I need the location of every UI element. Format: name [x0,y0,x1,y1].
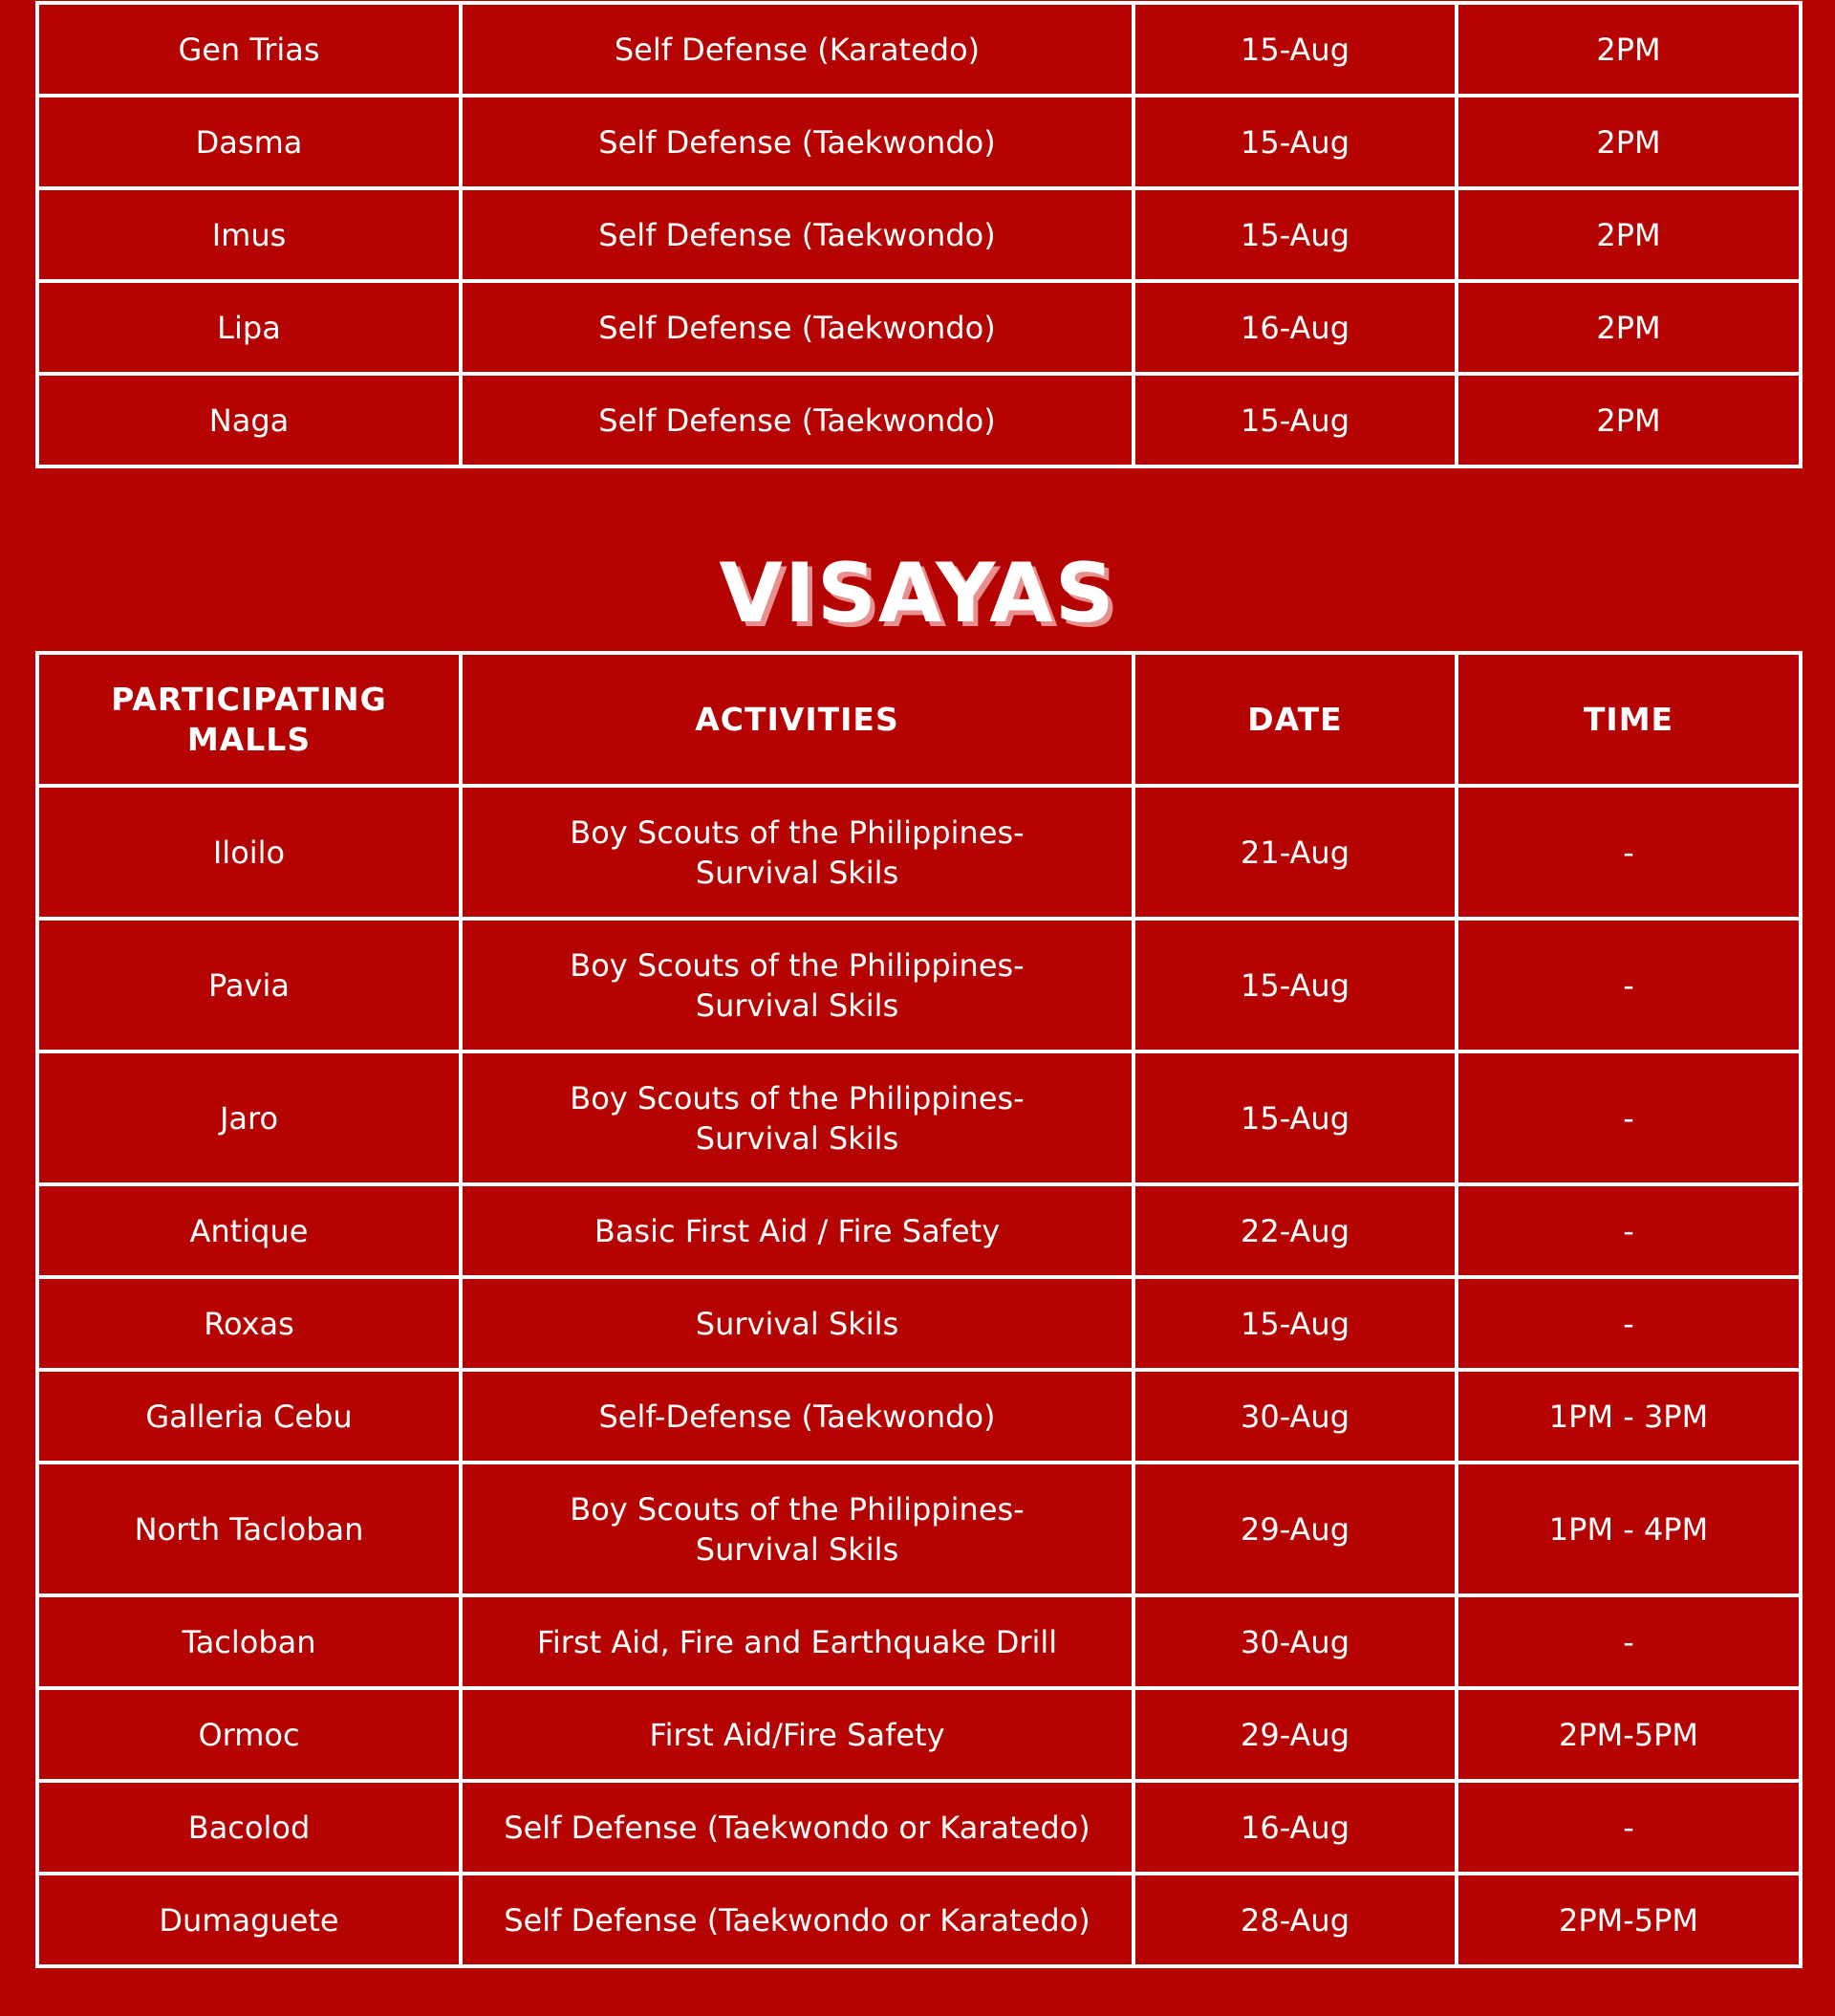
activity-cell: Basic First Aid / Fire Safety [461,1184,1133,1277]
date-cell: 15-Aug [1133,374,1457,466]
mall-cell: Galleria Cebu [37,1370,461,1463]
activity-cell: Self Defense (Taekwondo or Karatedo) [461,1781,1133,1874]
date-cell: 21-Aug [1133,786,1457,919]
table-row [37,1184,1801,1277]
mall-cell: Jaro [37,1051,461,1184]
time-cell: 2PM [1457,3,1801,96]
visayas-table-body [37,786,1801,1966]
column-header-activities: ACTIVITIES [461,653,1133,786]
time-cell: - [1457,1595,1801,1688]
time-cell: - [1457,1184,1801,1277]
table-row [37,1688,1801,1781]
date-cell: 29-Aug [1133,1688,1457,1781]
luzon-schedule-body [37,3,1801,466]
date-cell: 16-Aug [1133,1781,1457,1874]
time-cell: 1PM - 3PM [1457,1370,1801,1463]
table-row [37,1595,1801,1688]
mall-cell: Tacloban [37,1595,461,1688]
activity-cell: Self Defense (Karatedo) [461,3,1133,96]
visayas-table-header [37,653,1801,786]
date-cell: 15-Aug [1133,1277,1457,1370]
date-cell: 22-Aug [1133,1184,1457,1277]
date-cell: 28-Aug [1133,1874,1457,1966]
mall-cell: Gen Trias [37,3,461,96]
column-header-date: DATE [1133,653,1457,786]
mall-cell: Bacolod [37,1781,461,1874]
date-cell: 15-Aug [1133,1051,1457,1184]
luzon-schedule-table [35,1,1803,468]
table-row [37,919,1801,1051]
mall-cell: Dumaguete [37,1874,461,1966]
table-row [37,1370,1801,1463]
mall-cell: Naga [37,374,461,466]
time-cell: 2PM [1457,188,1801,281]
table-row [37,1781,1801,1874]
table-row [37,786,1801,919]
time-cell: 2PM [1457,374,1801,466]
mall-cell: Imus [37,188,461,281]
activity-cell: Boy Scouts of the Philippines- Survival Skils [461,919,1133,1051]
visayas-schedule-table [35,651,1803,1968]
time-cell: 2PM-5PM [1457,1874,1801,1966]
time-cell: 1PM - 4PM [1457,1463,1801,1595]
time-cell: - [1457,1277,1801,1370]
time-cell: - [1457,919,1801,1051]
table-row [37,1874,1801,1966]
mall-cell: Lipa [37,281,461,374]
activity-cell: Self-Defense (Taekwondo) [461,1370,1133,1463]
activity-cell: Boy Scouts of the Philippines- Survival Skils [461,1463,1133,1595]
mall-cell: Roxas [37,1277,461,1370]
table-row [37,1277,1801,1370]
activity-cell: Self Defense (Taekwondo) [461,281,1133,374]
table-row [37,281,1801,374]
date-cell: 30-Aug [1133,1370,1457,1463]
activity-cell: First Aid/Fire Safety [461,1688,1133,1781]
activity-cell: Survival Skils [461,1277,1133,1370]
date-cell: 15-Aug [1133,96,1457,188]
date-cell: 15-Aug [1133,919,1457,1051]
activity-cell: Self Defense (Taekwondo) [461,374,1133,466]
date-cell: 15-Aug [1133,3,1457,96]
activity-cell: Boy Scouts of the Philippines- Survival Skils [461,1051,1133,1184]
mall-cell: North Tacloban [37,1463,461,1595]
time-cell: - [1457,786,1801,919]
date-cell: 30-Aug [1133,1595,1457,1688]
table-row [37,1463,1801,1595]
mall-cell: Antique [37,1184,461,1277]
time-cell: 2PM [1457,281,1801,374]
column-header-malls: PARTICIPATING MALLS [37,653,461,786]
column-header-time: TIME [1457,653,1801,786]
table-row [37,374,1801,466]
date-cell: 16-Aug [1133,281,1457,374]
table-row [37,1051,1801,1184]
activity-cell: Self Defense (Taekwondo) [461,96,1133,188]
table-row [37,3,1801,96]
table-row [37,188,1801,281]
activity-cell: Self Defense (Taekwondo) [461,188,1133,281]
header-row [37,653,1801,786]
mall-cell: Ormoc [37,1688,461,1781]
activity-cell: Self Defense (Taekwondo or Karatedo) [461,1874,1133,1966]
mall-cell: Iloilo [37,786,461,919]
date-cell: 15-Aug [1133,188,1457,281]
date-cell: 29-Aug [1133,1463,1457,1595]
activity-cell: First Aid, Fire and Earthquake Drill [461,1595,1133,1688]
mall-cell: Dasma [37,96,461,188]
time-cell: 2PM [1457,96,1801,188]
section-title-visayas: VISAYAS [719,546,1116,641]
time-cell: - [1457,1781,1801,1874]
mall-cell: Pavia [37,919,461,1051]
activity-cell: Boy Scouts of the Philippines- Survival Skils [461,786,1133,919]
time-cell: - [1457,1051,1801,1184]
time-cell: 2PM-5PM [1457,1688,1801,1781]
table-row [37,96,1801,188]
